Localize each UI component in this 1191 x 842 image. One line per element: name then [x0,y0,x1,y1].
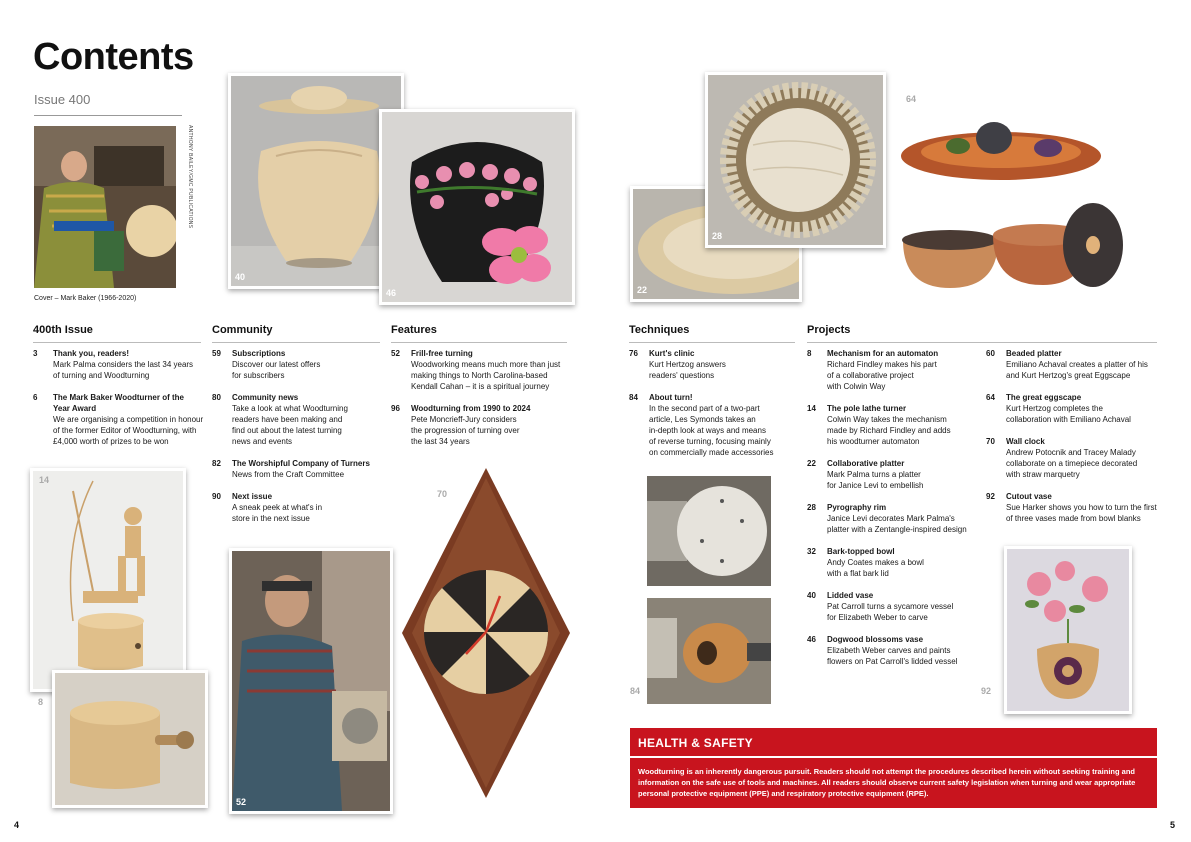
photo-pyrography-rim [705,72,886,248]
entry-desc: Mark Palma turns a platter [827,470,921,479]
entry-desc: the progression of turning over [411,426,520,435]
divider [33,342,201,343]
entry-page: 46 [807,635,816,644]
entry-title: Lidded vase [827,591,874,600]
entry-title: Cutout vase [1006,492,1052,501]
entry-title: Collaborative platter [827,459,905,468]
entry-desc: News from the Craft Committee [232,470,345,479]
entry-page: 6 [33,393,38,402]
entry-desc: Take a look at what Woodturning [232,404,348,413]
entry-desc: Andy Coates makes a bowl [827,558,924,567]
entry-desc: on commercially made accessories [649,448,774,457]
photo-page-number: 8 [38,697,44,707]
entry-desc: find out about the latest turning [232,426,342,435]
photo-wall-clock [400,466,572,800]
entry-page: 60 [986,349,995,358]
entry-page: 64 [986,393,995,402]
entry-title: Year Award [53,404,97,413]
entry-desc: of reverse turning, focusing mainly [649,437,771,446]
entry-desc: collaboration with Emiliano Achaval [1006,415,1131,424]
divider [212,342,380,343]
entry-desc: collaborate on a timepiece decorated [1006,459,1138,468]
entry-desc: Kendall Cahan – it is a spiritual journey [411,382,550,391]
entry-desc: Emiliano Achaval creates a platter of his [1006,360,1148,369]
entry-page: 70 [986,437,995,446]
entry-desc: Mark Palma considers the last 34 years [53,360,194,369]
entry-page: 90 [212,492,221,501]
photo-page-number: 64 [906,94,917,104]
photo-page-number: 40 [235,272,246,282]
cover-photo [34,126,176,288]
entry-desc: £4,000 worth of prizes to be won [53,437,169,446]
photo-mechanism [52,670,208,808]
health-safety-title: HEALTH & SAFETY [638,736,753,750]
entry-desc: readers have been making and [232,415,343,424]
section-heading-community: Community [212,324,273,336]
entry-page: 28 [807,503,816,512]
entry-desc: A sneak peek at what's in [232,503,323,512]
entry-desc: readers' questions [649,371,715,380]
photo-chuck [647,476,771,586]
entry-title: Woodturning from 1990 to 2024 [411,404,531,413]
entry-desc: We are organising a competition in honour [53,415,204,424]
entry-desc: with a flat bark lid [827,569,889,578]
entry-title: Mechanism for an automaton [827,349,939,358]
photo-page-number: 46 [386,288,397,298]
entry-desc: Sue Harker shows you how to turn the first [1006,503,1157,512]
health-safety-text: Woodturning is an inherently dangerous pursuit. Readers should not attempt the procedures described herein without seeking training and information on the safe use of tools and machines. All readers should observe current safety legislation when turning and wear appropriate personal protective equipment (PPE) and respiratory protective equipment (RPE). [638,767,1136,798]
entry-desc: flowers on Pat Carroll's lidded vessel [827,657,958,666]
photo-dogwood-vase [379,109,575,305]
entry-desc: his woodturner automaton [827,437,920,446]
photo-page-number: 14 [39,475,50,485]
entry-desc: Andrew Potocnik and Tracey Malady [1006,448,1136,457]
entry-desc: Discover our latest offers [232,360,321,369]
entry-title: Beaded platter [1006,349,1062,358]
section-heading-projects: Projects [807,324,851,336]
page-number-right: 5 [1170,820,1176,830]
entry-desc: the last 34 years [411,437,470,446]
entry-desc: Colwin Way takes the mechanism [827,415,947,424]
entry-desc: making things to North Carolina-based [411,371,548,380]
photo-cutout-vase [1004,546,1132,714]
entry-desc: for subscribers [232,371,285,380]
entry-desc: Richard Findley makes his part [827,360,937,369]
photo-eggscape [898,108,1104,184]
photo-page-number: 92 [981,686,992,696]
entry-title: Frill-free turning [411,349,473,358]
photo-page-number: 28 [712,231,723,241]
entry-title: Subscriptions [232,349,286,358]
entry-desc: Kurt Hertzog completes the [1006,404,1103,413]
entry-desc: Kurt Hertzog answers [649,360,726,369]
photo-page-number: 70 [437,489,448,499]
entry-page: 80 [212,393,221,402]
entry-desc: for Elizabeth Weber to carve [827,613,928,622]
entry-page: 52 [391,349,400,358]
photo-bark-bowl [898,200,1128,292]
entry-title: Community news [232,393,299,402]
divider [807,342,1157,343]
entry-page: 32 [807,547,816,556]
page-title: Contents [33,36,194,78]
entry-page: 8 [807,349,812,358]
section-heading-400th-issue: 400th Issue [33,324,93,336]
entry-desc: In the second part of a two-part [649,404,760,413]
entry-title: The Worshipful Company of Turners [232,459,370,468]
entry-page: 14 [807,404,816,413]
entry-page: 96 [391,404,400,413]
photo-credit: ANTHONY BAILEY/GMC PUBLICATIONS [187,125,193,229]
photo-turner-at-lathe [229,548,393,814]
entry-desc: in-depth look at ways and means [649,426,766,435]
entry-desc: Janice Levi decorates Mark Palma's [827,514,955,523]
entry-desc: with Colwin Way [827,382,886,391]
divider [629,342,795,343]
photo-page-number: 84 [630,686,641,696]
entry-desc: Elizabeth Weber carves and paints [827,646,951,655]
entry-page: 3 [33,349,38,358]
entry-desc: with straw marquetry [1006,470,1080,479]
cover-caption: Cover – Mark Baker (1966-2020) [34,295,137,302]
photo-reverse-turning [647,598,771,704]
section-heading-techniques: Techniques [629,324,690,336]
entry-title: Bark-topped bowl [827,547,895,556]
entry-title: Pyrography rim [827,503,887,512]
entry-title: The Mark Baker Woodturner of the [53,393,184,402]
entry-title: About turn! [649,393,693,402]
divider [34,115,182,116]
entry-desc: and Kurt Hertzog's great Eggscape [1006,371,1131,380]
entry-desc: Pete Moncrieff-Jury considers [411,415,517,424]
entry-page: 84 [629,393,638,402]
entry-page: 76 [629,349,638,358]
entry-desc: of the former Editor of Woodturning, with [53,426,197,435]
entry-desc: Woodworking means much more than just [411,360,561,369]
divider [391,342,567,343]
entry-page: 82 [212,459,221,468]
entry-title: The great eggscape [1006,393,1082,402]
entry-title: Next issue [232,492,273,501]
entry-desc: article, Les Symonds takes an [649,415,756,424]
entry-title: Kurt's clinic [649,349,695,358]
entry-desc: news and events [232,437,293,446]
photo-page-number: 22 [637,285,648,295]
entry-title: Wall clock [1006,437,1045,446]
issue-label: Issue 400 [34,92,91,107]
entry-desc: of a collaborative project [827,371,914,380]
photo-lidded-vase [228,73,404,289]
entry-title: Dogwood blossoms vase [827,635,924,644]
entry-title: The pole lathe turner [827,404,907,413]
entry-desc: of three vases made from bowl blanks [1006,514,1141,523]
entry-desc: made by Richard Findley and adds [827,426,951,435]
entry-desc: for Janice Levi to embellish [827,481,924,490]
entry-page: 22 [807,459,816,468]
entry-desc: store in the next issue [232,514,310,523]
divider [630,756,1157,758]
entry-page: 40 [807,591,816,600]
photo-pole-lathe-automaton [30,468,186,692]
page-number-left: 4 [14,820,20,830]
entry-desc: platter with a Zentangle-inspired design [827,525,967,534]
entry-page: 92 [986,492,995,501]
entry-desc: Pat Carroll turns a sycamore vessel [827,602,954,611]
entry-page: 59 [212,349,221,358]
photo-page-number: 52 [236,797,247,807]
section-heading-features: Features [391,324,437,336]
entry-desc: of turning and Woodturning [53,371,150,380]
entry-title: Thank you, readers! [53,349,130,358]
